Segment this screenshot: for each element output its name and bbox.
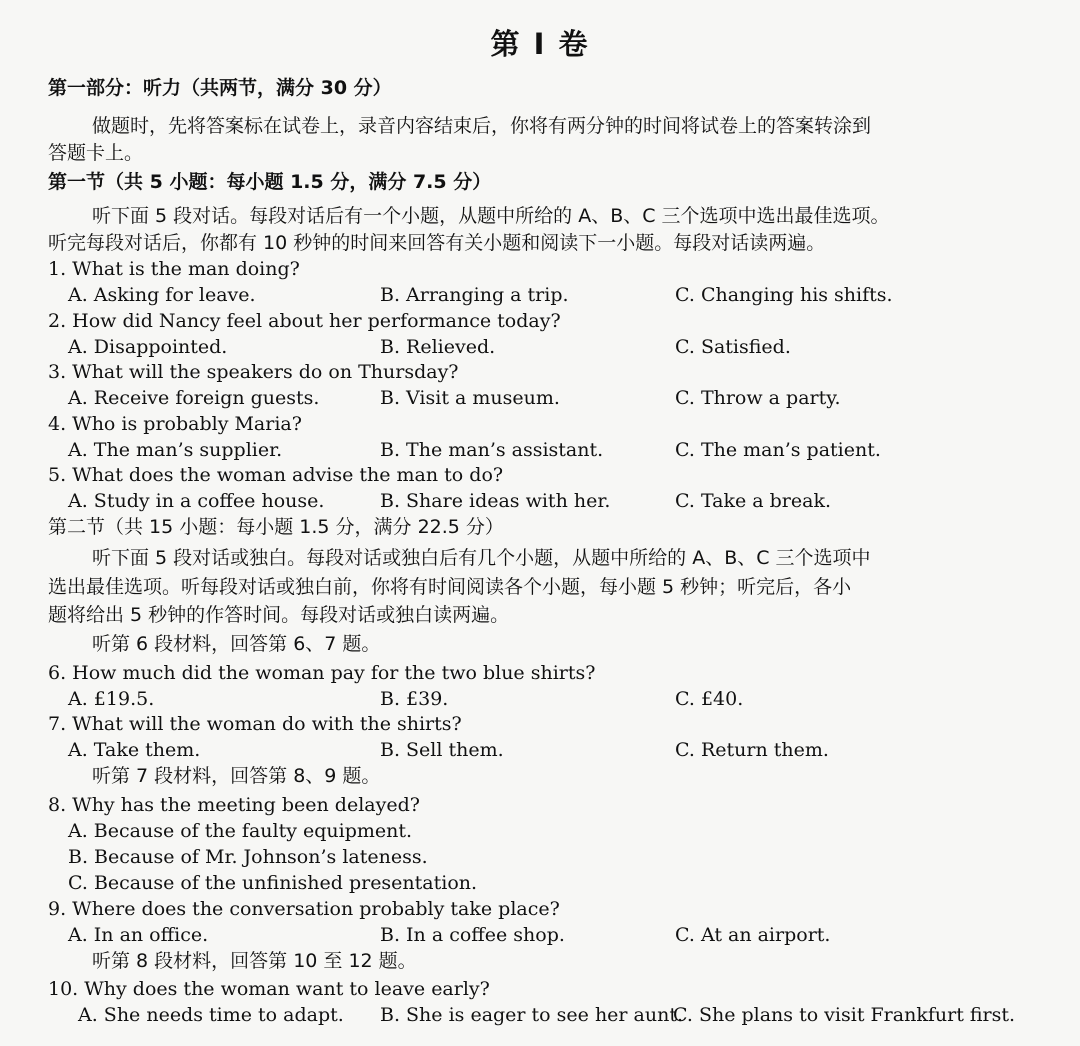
option-c: C. Because of the unfinished presentation. [68,872,478,894]
section2-heading: 第二节（共 15 小题：每小题 1.5 分，满分 22.5 分） [48,516,504,538]
question-stem: 4. Who is probably Maria? [48,413,302,435]
option-a: A. £19.5. [68,688,155,710]
section2-instruction: 听下面 5 段对话或独白。每段对话或独白后有几个小题，从题中所给的 A、B、C 三个选项中 [92,547,871,569]
part1-heading: 第一部分：听力（共两节，满分 30 分） [48,77,392,99]
option-a: A. Study in a coffee house. [68,490,325,512]
question-stem: 6. How much did the woman pay for the two blue shirts? [48,662,596,684]
question-stem: 1. What is the man doing? [48,258,300,280]
part1-instruction: 答题卡上。 [48,142,144,164]
material-instruction: 听第 7 段材料，回答第 8、9 题。 [92,765,381,787]
option-c: C. Take a break. [675,490,831,512]
material-instruction: 听第 6 段材料，回答第 6、7 题。 [92,633,381,655]
option-a: A. The man’s supplier. [68,439,283,461]
option-c: C. Satisfied. [675,336,791,358]
option-c: C. £40. [675,688,744,710]
option-c: C. Changing his shifts. [675,284,893,306]
option-a: A. Receive foreign guests. [68,387,320,409]
question-stem: 10. Why does the woman want to leave early? [48,978,490,1000]
option-b: B. £39. [380,688,449,710]
option-b: B. Arranging a trip. [380,284,569,306]
option-c: C. The man’s patient. [675,439,881,461]
question-stem: 2. How did Nancy feel about her performance today? [48,310,561,332]
option-a: A. Take them. [68,739,201,761]
part1-instruction: 做题时，先将答案标在试卷上，录音内容结束后，你将有两分钟的时间将试卷上的答案转涂到 [92,115,872,137]
option-c: C. She plans to visit Frankfurt first. [673,1004,1016,1026]
option-a: A. In an office. [68,924,209,946]
option-b: B. Visit a museum. [380,387,560,409]
section1-heading: 第一节（共 5 小题：每小题 1.5 分，满分 7.5 分） [48,171,492,193]
option-a: A. Asking for leave. [68,284,256,306]
question-stem: 7. What will the woman do with the shirts? [48,713,462,735]
section1-instruction: 听完每段对话后，你都有 10 秒钟的时间来回答有关小题和阅读下一小题。每段对话读两遍。 [48,232,826,254]
option-b: B. Because of Mr. Johnson’s lateness. [68,846,428,868]
option-a: A. Disappointed. [68,336,228,358]
question-stem: 9. Where does the conversation probably take place? [48,898,560,920]
option-b: B. Relieved. [380,336,496,358]
option-a: A. She needs time to adapt. [78,1004,344,1026]
option-c: C. At an airport. [675,924,831,946]
question-stem: 5. What does the woman advise the man to do? [48,464,504,486]
option-b: B. The man’s assistant. [380,439,604,461]
option-b: B. In a coffee shop. [380,924,565,946]
option-b: B. Sell them. [380,739,504,761]
page-title: 第 I 卷 [490,27,590,61]
option-b: B. She is eager to see her aunt. [380,1004,684,1026]
option-c: C. Throw a party. [675,387,841,409]
option-c: C. Return them. [675,739,829,761]
question-stem: 8. Why has the meeting been delayed? [48,794,420,816]
option-b: B. Share ideas with her. [380,490,611,512]
section2-instruction: 选出最佳选项。听每段对话或独白前，你将有时间阅读各个小题，每小题 5 秒钟；听完后，各小 [48,576,852,598]
option-a: A. Because of the faulty equipment. [68,820,413,842]
question-stem: 3. What will the speakers do on Thursday? [48,361,459,383]
section2-instruction: 题将给出 5 秒钟的作答时间。每段对话或独白读两遍。 [48,604,510,626]
section1-instruction: 听下面 5 段对话。每段对话后有一个小题，从题中所给的 A、B、C 三个选项中选出最佳选项。 [92,205,890,227]
material-instruction: 听第 8 段材料，回答第 10 至 12 题。 [92,950,417,972]
